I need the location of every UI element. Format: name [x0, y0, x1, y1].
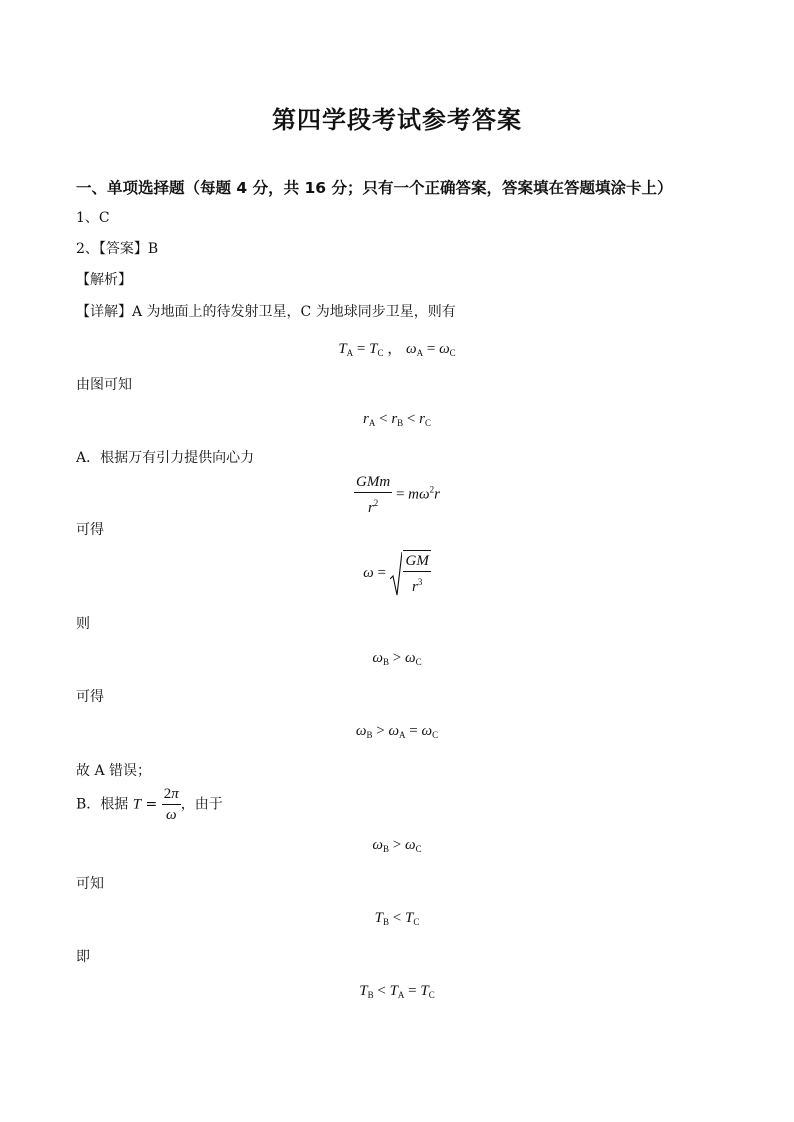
- text-ke-de-1: 可得: [76, 522, 104, 538]
- equation-4: ω = $\frac{GM}{r^3}$: [0, 550, 794, 597]
- text-ke-de-2: 可得: [76, 689, 104, 705]
- text-a-intro: A．根据万有引力提供向心力: [76, 450, 255, 466]
- text-ze: 则: [76, 616, 90, 632]
- text-b-intro: B．根据 T = $\frac{2\pi}{\omega}$ ，由于: [76, 786, 223, 823]
- equation-9: $T_B < T_C$: [374, 910, 420, 927]
- equation-10: $T_B < T_A = T_C$: [359, 983, 435, 1000]
- text-a-wrong: 故 A 错误；: [76, 763, 152, 779]
- equation-1: $T_A = T_C$ ， $\omega_A = \omega_C$: [338, 341, 456, 358]
- equation-2: $r_A < r_B < r_C$: [363, 411, 431, 428]
- section-heading: 一、单项选择题（每题 4 分，共 16 分；只有一个正确答案，答案填在答题填涂卡上）: [76, 179, 673, 197]
- detail-text: 【详解】A 为地面上的待发射卫星，C 为地球同步卫星，则有: [76, 304, 456, 320]
- equation-8: $\omega_B > \omega_C$: [372, 837, 422, 854]
- page-title: 第四学段考试参考答案: [272, 106, 522, 134]
- sqrt-icon: $\frac{GM}{r^3}$: [390, 550, 431, 597]
- answer-q1: 1、C: [76, 210, 110, 226]
- equation-3: $\frac{\text{GMm}}{r^2}$ = $m\omega^2r$: [356, 474, 440, 516]
- equation-5: $\omega_B > \omega_C$: [372, 650, 422, 667]
- text-from-figure: 由图可知: [76, 377, 132, 393]
- text-ji: 即: [76, 949, 90, 965]
- equation-6: $\omega_B > \omega_A = \omega_C$: [355, 723, 439, 740]
- analysis-label: 【解析】: [76, 272, 132, 288]
- answer-q2: 2、【答案】B: [76, 241, 159, 257]
- text-ke-zhi: 可知: [76, 876, 104, 892]
